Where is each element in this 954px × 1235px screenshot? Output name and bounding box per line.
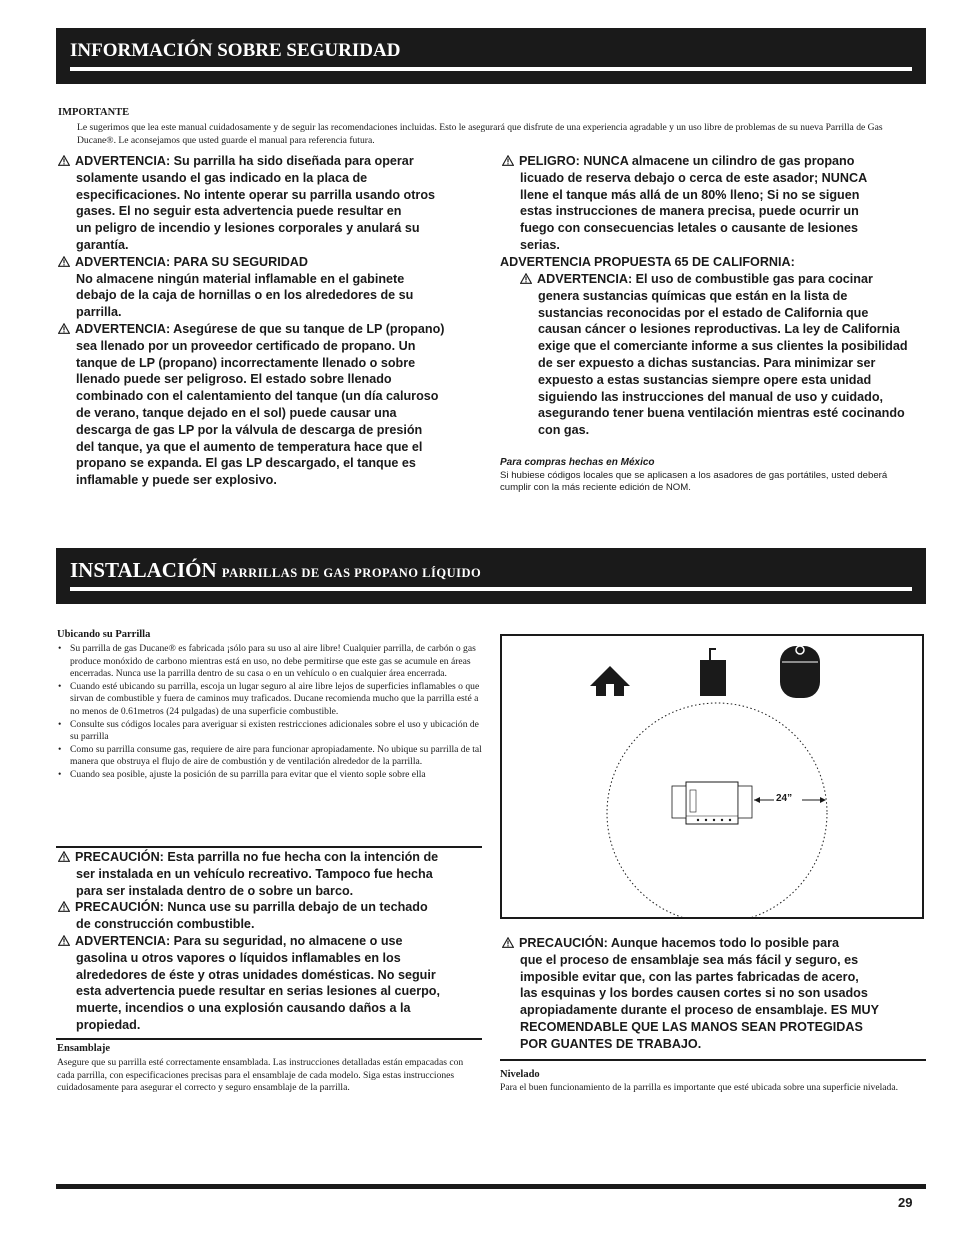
- install-banner: [56, 548, 926, 604]
- warning-line: estas instrucciones de manera precisa, puede ocurrir un: [520, 204, 859, 219]
- install-title: [70, 558, 481, 583]
- warning-line: de construcción combustible.: [76, 917, 255, 932]
- warning-line: especificaciones. No intente operar su parrilla usando otros: [76, 187, 436, 202]
- page-number: 29: [898, 1195, 913, 1210]
- warning-line: fuego con consecuencias letales o causante de lesiones: [520, 221, 859, 236]
- warning-line: combinado con el calentamiento del tanque (un día caluroso: [76, 389, 439, 404]
- warning-line: alrededores de éste y otras unidades domésticas. No seguir: [76, 967, 436, 982]
- importante-text: Le sugerimos que lea este manual cuidadosamente y de seguir las recomendaciones incluidas. Esto le asegurará que disfrute de una experiencia agradable y un uso libre de problemas de su nueva Parrilla de Gas Ducane®. Le aconsejamos que usted guarde el manual para referencia futura.: [77, 122, 883, 146]
- warning-triangle-icon: [58, 851, 70, 862]
- warning-line: muerte, incendios o una explosión causando daños a la: [76, 1001, 411, 1016]
- footer-rule: [56, 1184, 926, 1189]
- warning-triangle-icon: [58, 901, 70, 912]
- warning-line: PRECAUCIÓN: Esta parrilla no fue hecha con la intención de: [75, 850, 439, 864]
- warning-line: RECOMENDABLE QUE LAS MANOS SEAN PROTEGIDAS: [520, 1019, 863, 1034]
- install-left-warnings: [56, 849, 486, 1034]
- warning-line: de verano, tanque dejado en el sol) puede causar una: [76, 405, 397, 420]
- warning-line: tanque de LP (propano) incorrectamente llenado o sobre: [76, 355, 416, 370]
- warning-line: las esquinas y los bordes causen cortes si no son usados: [520, 986, 868, 1001]
- warning-line: llenado puede ser peligroso. El estado sobre llenado: [76, 372, 392, 387]
- warning-line: que el proceso de ensamblaje sea más fácil y seguro, es: [520, 952, 859, 967]
- warning-line: descarga de gas LP por la válvula de descarga de presión: [76, 422, 423, 437]
- warning-line: asegurando tener buena ventilación mientras esté cocinando: [538, 406, 905, 421]
- ensamblaje-heading: Ensamblaje: [57, 1043, 111, 1054]
- warning-line: gases. El no seguir esta advertencia puede resultar en: [76, 204, 402, 219]
- warning-line: solamente usando el gas indicado en la placa de: [76, 170, 368, 185]
- warning-line: parrilla.: [76, 305, 122, 320]
- warning-line: un peligro de incendio y lesiones corporales y anulará su: [76, 221, 420, 236]
- warning-line: POR GUANTES DE TRABAJO.: [520, 1036, 702, 1051]
- warning-line: apropiadamente durante el proceso de ensamblaje. ES MUY: [520, 1003, 880, 1018]
- importante-heading: IMPORTANTE: [58, 107, 130, 118]
- divider-line: [56, 1038, 482, 1040]
- warning-line: ADVERTENCIA: El uso de combustible gas para cocinar: [537, 272, 873, 286]
- warning-line: causan cáncer o lesiones reproductivas. La ley de California: [538, 322, 900, 337]
- prop65-heading: ADVERTENCIA PROPUESTA 65 DE CALIFORNIA:: [500, 255, 795, 269]
- clearance-label: 24”: [776, 793, 793, 804]
- warning-line: ADVERTENCIA: Su parrilla ha sido diseñada para operar: [75, 154, 414, 168]
- warning-line: siguiendo las instrucciones del manual de uso y cuidado,: [538, 389, 884, 404]
- grill-icon: [672, 782, 752, 824]
- banner-rule: [70, 67, 912, 71]
- warning-line: PRECAUCIÓN: Aunque hacemos todo lo posible para: [519, 936, 840, 950]
- warning-line: propano se expanda. El gas LP descargado, el tanque es: [76, 456, 416, 471]
- warning-line: licuado de reserva debajo o cerca de este asador; NUNCA: [520, 170, 868, 185]
- safety-banner: [56, 28, 926, 84]
- warning-line: propiedad.: [76, 1017, 141, 1032]
- warning-item: [56, 254, 486, 321]
- warning-triangle-icon: [58, 155, 70, 166]
- warning-line: imposible evitar que, con las partes fabricadas de acero,: [520, 969, 859, 984]
- divider-line: [56, 846, 482, 848]
- warning-item: [56, 899, 486, 933]
- warning-triangle-icon: [58, 323, 70, 334]
- warning-line: llene el tanque más allá de un 80% lleno; Si no se siguen: [520, 187, 860, 202]
- mexico-heading: Para compras hechas en México: [500, 457, 655, 468]
- warning-line: ADVERTENCIA: PARA SU SEGURIDAD: [75, 254, 308, 269]
- warning-triangle-icon: [58, 256, 70, 267]
- warning-line: de ser expuesto a dichas sustancias. Para minimizar ser: [538, 355, 876, 370]
- warning-line: debajo de la caja de hornillas o en los alrededores de su: [76, 288, 414, 303]
- list-item: • Consulte sus códigos locales para averiguar si existen restricciones adicionales sobre el uso y ubicación de su parrilla: [70, 719, 484, 744]
- warning-line: inflamable y puede ser explosivo.: [76, 473, 277, 488]
- mexico-text: Si hubiese códigos locales que se aplicasen a los asadores de gas portátiles, usted deberá cumplir con la más reciente edición de NOM.: [500, 470, 888, 494]
- warning-line: gasolina u otros vapores o líquidos inflamables en los: [76, 950, 401, 965]
- nivelado-heading: Nivelado: [500, 1069, 540, 1080]
- warning-line: expuesto a estas sustancias siempre opere esta unidad: [538, 372, 872, 387]
- warning-line: sea llenado por un proveedor certificado de propano. Un: [76, 338, 416, 353]
- warning-line: ser instalada en un vehículo recreativo. Tampoco fue hecha: [76, 866, 433, 881]
- warning-line: PRECAUCIÓN: Nunca use su parrilla debajo de un techado: [75, 900, 428, 915]
- install-title-main: INSTALACIÓN: [70, 558, 217, 582]
- warning-line: ADVERTENCIA: Asegúrese de que su tanque de LP (propano): [75, 321, 445, 336]
- warning-line: genera sustancias químicas que están en la lista de: [538, 288, 848, 303]
- warning-line: para ser instalada dentro de o sobre un barco.: [76, 883, 354, 898]
- warning-line: sustancias reconocidas por el estado de California que: [538, 305, 869, 320]
- warning-line: serias.: [520, 237, 560, 252]
- warning-line: del tanque, ya que el aumento de temperatura hace que el: [76, 439, 423, 454]
- warning-item: [56, 849, 486, 899]
- warning-item: [56, 321, 486, 489]
- warning-item: [500, 935, 925, 1053]
- ensamblaje-text: Asegure que su parrilla esté correctamente ensamblada. Las instrucciones detalladas están empacadas con cada parrilla, con especificaciones precisas para el ensamblaje de cada modelo. Siga estas instrucciones cuidadosamente para asegurar el correcto y seguro ensamblaje de la parrilla.: [57, 1057, 464, 1094]
- safety-left-warnings: [56, 153, 486, 489]
- warning-item: [56, 153, 486, 254]
- warning-triangle-icon: [502, 155, 514, 166]
- warning-line: exige que el comerciante informe a sus clientes la posibilidad: [538, 339, 908, 354]
- clearance-diagram-svg: [502, 636, 922, 917]
- list-item: • Cuando esté ubicando su parrilla, escoja un lugar seguro al aire libre lejos de superficies inflamables o que sirvan de combustible y fuera de caminos muy traficados. Ducane recomienda mucho que la parrilla esté a no menos de 0.61metros (24 pulgadas) de una superficie combustible.: [70, 681, 484, 719]
- nivelado-text: Para el buen funcionamiento de la parrilla es importante que esté ubicada sobre una superficie nivelada.: [500, 1082, 898, 1093]
- warning-triangle-icon: [502, 937, 514, 948]
- house-icon: [590, 666, 630, 696]
- divider-line: [500, 1059, 926, 1061]
- prop65-warning: [518, 271, 928, 439]
- peligro-warning: [500, 153, 925, 254]
- warning-triangle-icon: [58, 935, 70, 946]
- warning-line: garantía.: [76, 237, 129, 252]
- warning-line: ADVERTENCIA: Para su seguridad, no almacene o use: [75, 933, 403, 948]
- warning-line: No almacene ningún material inflamable en el gabinete: [76, 271, 405, 286]
- list-item: • Como su parrilla consume gas, requiere de aire para funcionar apropiadamente. No ubique su parrilla de tal manera que obstruya el flujo de aire de combustión y de ventilación alrededor de la parrilla.: [70, 744, 484, 769]
- warning-item: [56, 933, 486, 1034]
- ubicando-heading: Ubicando su Parrilla: [57, 629, 151, 640]
- warning-line: con gas.: [538, 423, 590, 438]
- warning-line: esta advertencia puede resultar en serias lesiones al cuerpo,: [76, 984, 440, 999]
- clearance-diagram: [500, 634, 924, 919]
- warning-item: [518, 271, 928, 439]
- warning-item: [500, 153, 925, 254]
- safety-title: INFORMACIÓN SOBRE SEGURIDAD: [70, 40, 401, 61]
- banner-rule: [70, 587, 912, 591]
- install-title-sub: PARRILLAS DE GAS PROPANO LÍQUIDO: [221, 566, 482, 580]
- gas-can-icon: [700, 649, 726, 696]
- warning-line: PELIGRO: NUNCA almacene un cilindro de gas propano: [519, 154, 855, 168]
- list-item: • Su parrilla de gas Ducane® es fabricada ¡sólo para su uso al aire libre! Cualquier parrilla, de carbón o gas produce monóxido de carbono mientras está en uso, no debe permitirse que este gas se acumule en áreas encerradas. Nunca use la parrilla dentro de su casa o en un vehículo o en cualquier área encerrada.: [70, 643, 484, 681]
- list-item: • Cuando sea posible, ajuste la posición de su parrilla para evitar que el viento sople sobre ella: [70, 769, 484, 782]
- install-right-warning: [500, 935, 925, 1053]
- ubicando-list: [56, 643, 484, 782]
- propane-tank-icon: [780, 646, 820, 698]
- warning-triangle-icon: [520, 273, 532, 284]
